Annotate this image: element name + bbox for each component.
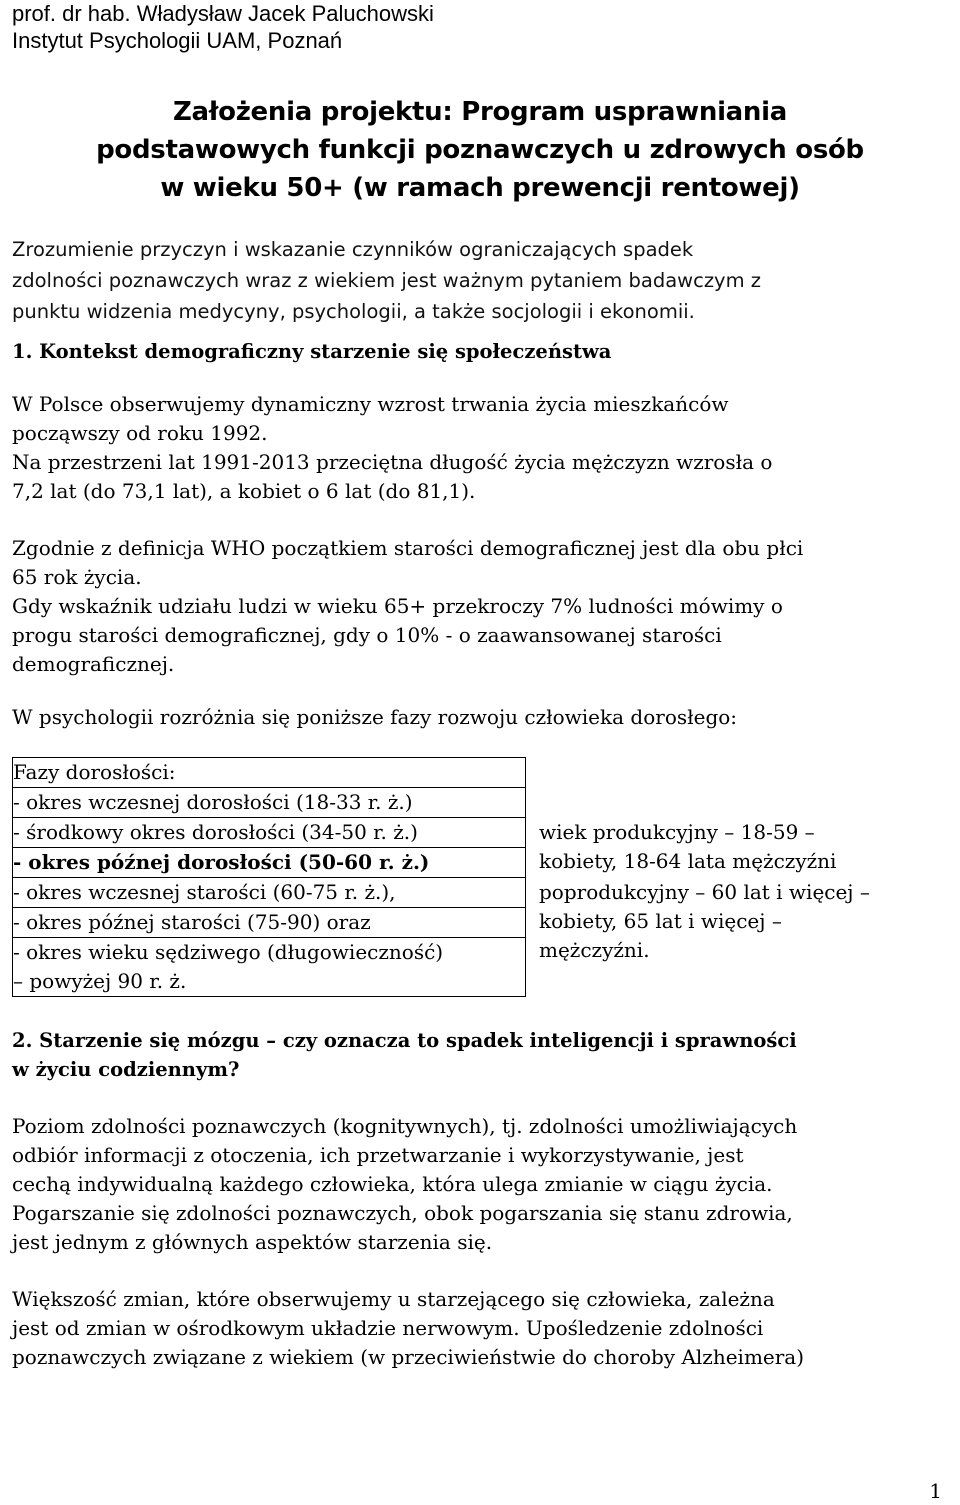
productive-age-line: wiek produkcyjny – 18-59 – bbox=[539, 819, 815, 844]
postproductive-age-line: poprodukcyjny – 60 lat i więcej – bbox=[539, 879, 870, 904]
section-1-paragraph-5: W psychologii rozróżnia się poniższe fazy rozwoju człowieka dorosłego: bbox=[12, 705, 738, 729]
page-number: 1 bbox=[929, 1479, 942, 1503]
paragraph-line: jest od zmian w ośrodkowym układzie nerwowym. Upośledzenie zdolności bbox=[12, 1316, 764, 1340]
phase-item: - okres wieku sędziwego (długowieczność) bbox=[13, 940, 444, 964]
section-1-heading bbox=[12, 337, 948, 366]
intro-paragraph bbox=[12, 234, 948, 327]
phase-item: - okres wczesnej dorosłości (18-33 r. ż.) bbox=[13, 790, 413, 814]
phase-item: - okres późnej starości (75-90) oraz bbox=[13, 910, 371, 934]
section-2-paragraph-2 bbox=[12, 1285, 948, 1372]
author-block bbox=[12, 0, 948, 54]
paragraph-line: Większość zmian, które obserwujemy u starzejącego się człowieka, zależna bbox=[12, 1287, 775, 1311]
document-page bbox=[12, 0, 948, 1505]
adulthood-phases-table bbox=[12, 757, 927, 997]
paragraph-line: cechą indywidualną każdego człowieka, która ulega zmianie w ciągu życia. bbox=[12, 1172, 773, 1196]
section-2-heading-line: 2. Starzenie się mózgu – czy oznacza to spadek inteligencji i sprawności bbox=[12, 1029, 797, 1052]
section-1-paragraph-2 bbox=[12, 448, 948, 506]
phase-cell bbox=[13, 878, 526, 908]
paragraph-line: demograficznej. bbox=[12, 652, 175, 676]
intro-line: zdolności poznawczych wraz z wiekiem jest ważnym pytaniem badawczym z bbox=[12, 269, 762, 292]
phase-item: - środkowy okres dorosłości (34-50 r. ż.) bbox=[13, 820, 418, 844]
productive-age-line: kobiety, 18-64 lata mężczyźni bbox=[539, 848, 837, 873]
section-2-heading-line: w życiu codziennym? bbox=[12, 1058, 240, 1081]
postproductive-age-line: kobiety, 65 lat i więcej – bbox=[539, 908, 782, 933]
section-1-paragraph-4 bbox=[12, 592, 948, 679]
table-row bbox=[13, 788, 928, 818]
intro-line: Zrozumienie przyczyn i wskazanie czynników ograniczających spadek bbox=[12, 238, 694, 261]
phase-item: - okres wczesnej starości (60-75 r. ż.), bbox=[13, 880, 396, 904]
postproductive-age-line: mężczyźni. bbox=[539, 937, 650, 962]
paragraph-line: poznawczych związane z wiekiem (w przeciwieństwie do choroby Alzheimera) bbox=[12, 1345, 805, 1369]
title-line-2: podstawowych funkcji poznawczych u zdrowych osób bbox=[96, 135, 864, 165]
phase-item: - okres późnej dorosłości (50-60 r. ż.) bbox=[13, 850, 430, 874]
title-line-1: Założenia projektu: Program usprawniania bbox=[173, 97, 787, 127]
paragraph-line: progu starości demograficznej, gdy o 10% - o zaawansowanej starości bbox=[12, 623, 722, 647]
paragraph-line: Na przestrzeni lat 1991-2013 przeciętna długość życia mężczyzn wzrosła o bbox=[12, 450, 773, 474]
paragraph-line: Poziom zdolności poznawczych (kognitywnych), tj. zdolności umożliwiających bbox=[12, 1114, 798, 1138]
phase-cell-highlighted bbox=[13, 848, 526, 878]
institute-name: Instytut Psychologii UAM, Poznań bbox=[12, 28, 343, 53]
table-row bbox=[13, 758, 928, 788]
paragraph-line: 7,2 lat (do 73,1 lat), a kobiet o 6 lat (do 81,1). bbox=[12, 479, 476, 503]
section-2-paragraph-1 bbox=[12, 1112, 948, 1257]
table-row bbox=[13, 818, 928, 848]
productive-age-cell bbox=[526, 818, 928, 878]
section-1-paragraph-3 bbox=[12, 534, 948, 592]
intro-line: punktu widzenia medycyny, psychologii, a także socjologii i ekonomii. bbox=[12, 300, 695, 323]
paragraph-line: Zgodnie z definicja WHO początkiem starości demograficznej jest dla obu płci bbox=[12, 536, 804, 560]
paragraph-line: W Polsce obserwujemy dynamiczny wzrost trwania życia mieszkańców bbox=[12, 392, 729, 416]
paragraph-line: 65 rok życia. bbox=[12, 565, 142, 589]
empty-cell bbox=[526, 788, 928, 818]
phase-cell bbox=[13, 788, 526, 818]
section-1-heading-title: starzenie się społeczeństwa bbox=[310, 340, 612, 363]
postproductive-age-cell bbox=[526, 878, 928, 997]
section-1-heading-number: 1. Kontekst demograficzny bbox=[12, 340, 311, 363]
paragraph-line: począwszy od roku 1992. bbox=[12, 421, 268, 445]
author-name: prof. dr hab. Władysław Jacek Paluchowski bbox=[12, 1, 434, 26]
title-line-3: w wieku 50+ (w ramach prewencji rentowej) bbox=[160, 173, 800, 203]
section-1-paragraph-1 bbox=[12, 390, 948, 448]
paragraph-line: odbiór informacji z otoczenia, ich przetwarzanie i wykorzystywanie, jest bbox=[12, 1143, 744, 1167]
paragraph-line: jest jednym z głównych aspektów starzenia się. bbox=[12, 1230, 493, 1254]
document-title bbox=[12, 93, 948, 207]
empty-cell bbox=[526, 758, 928, 788]
section-2-heading bbox=[12, 1026, 948, 1084]
phase-cell bbox=[13, 938, 526, 997]
phase-cell bbox=[13, 908, 526, 938]
paragraph-line: Gdy wskaźnik udziału ludzi w wieku 65+ przekroczy 7% ludności mówimy o bbox=[12, 594, 783, 618]
phases-header-cell bbox=[13, 758, 526, 788]
table-row bbox=[13, 878, 928, 908]
phase-item: – powyżej 90 r. ż. bbox=[13, 969, 187, 993]
paragraph-line: Pogarszanie się zdolności poznawczych, obok pogarszania się stanu zdrowia, bbox=[12, 1201, 793, 1225]
phases-header: Fazy dorosłości: bbox=[13, 760, 176, 784]
phase-cell bbox=[13, 818, 526, 848]
